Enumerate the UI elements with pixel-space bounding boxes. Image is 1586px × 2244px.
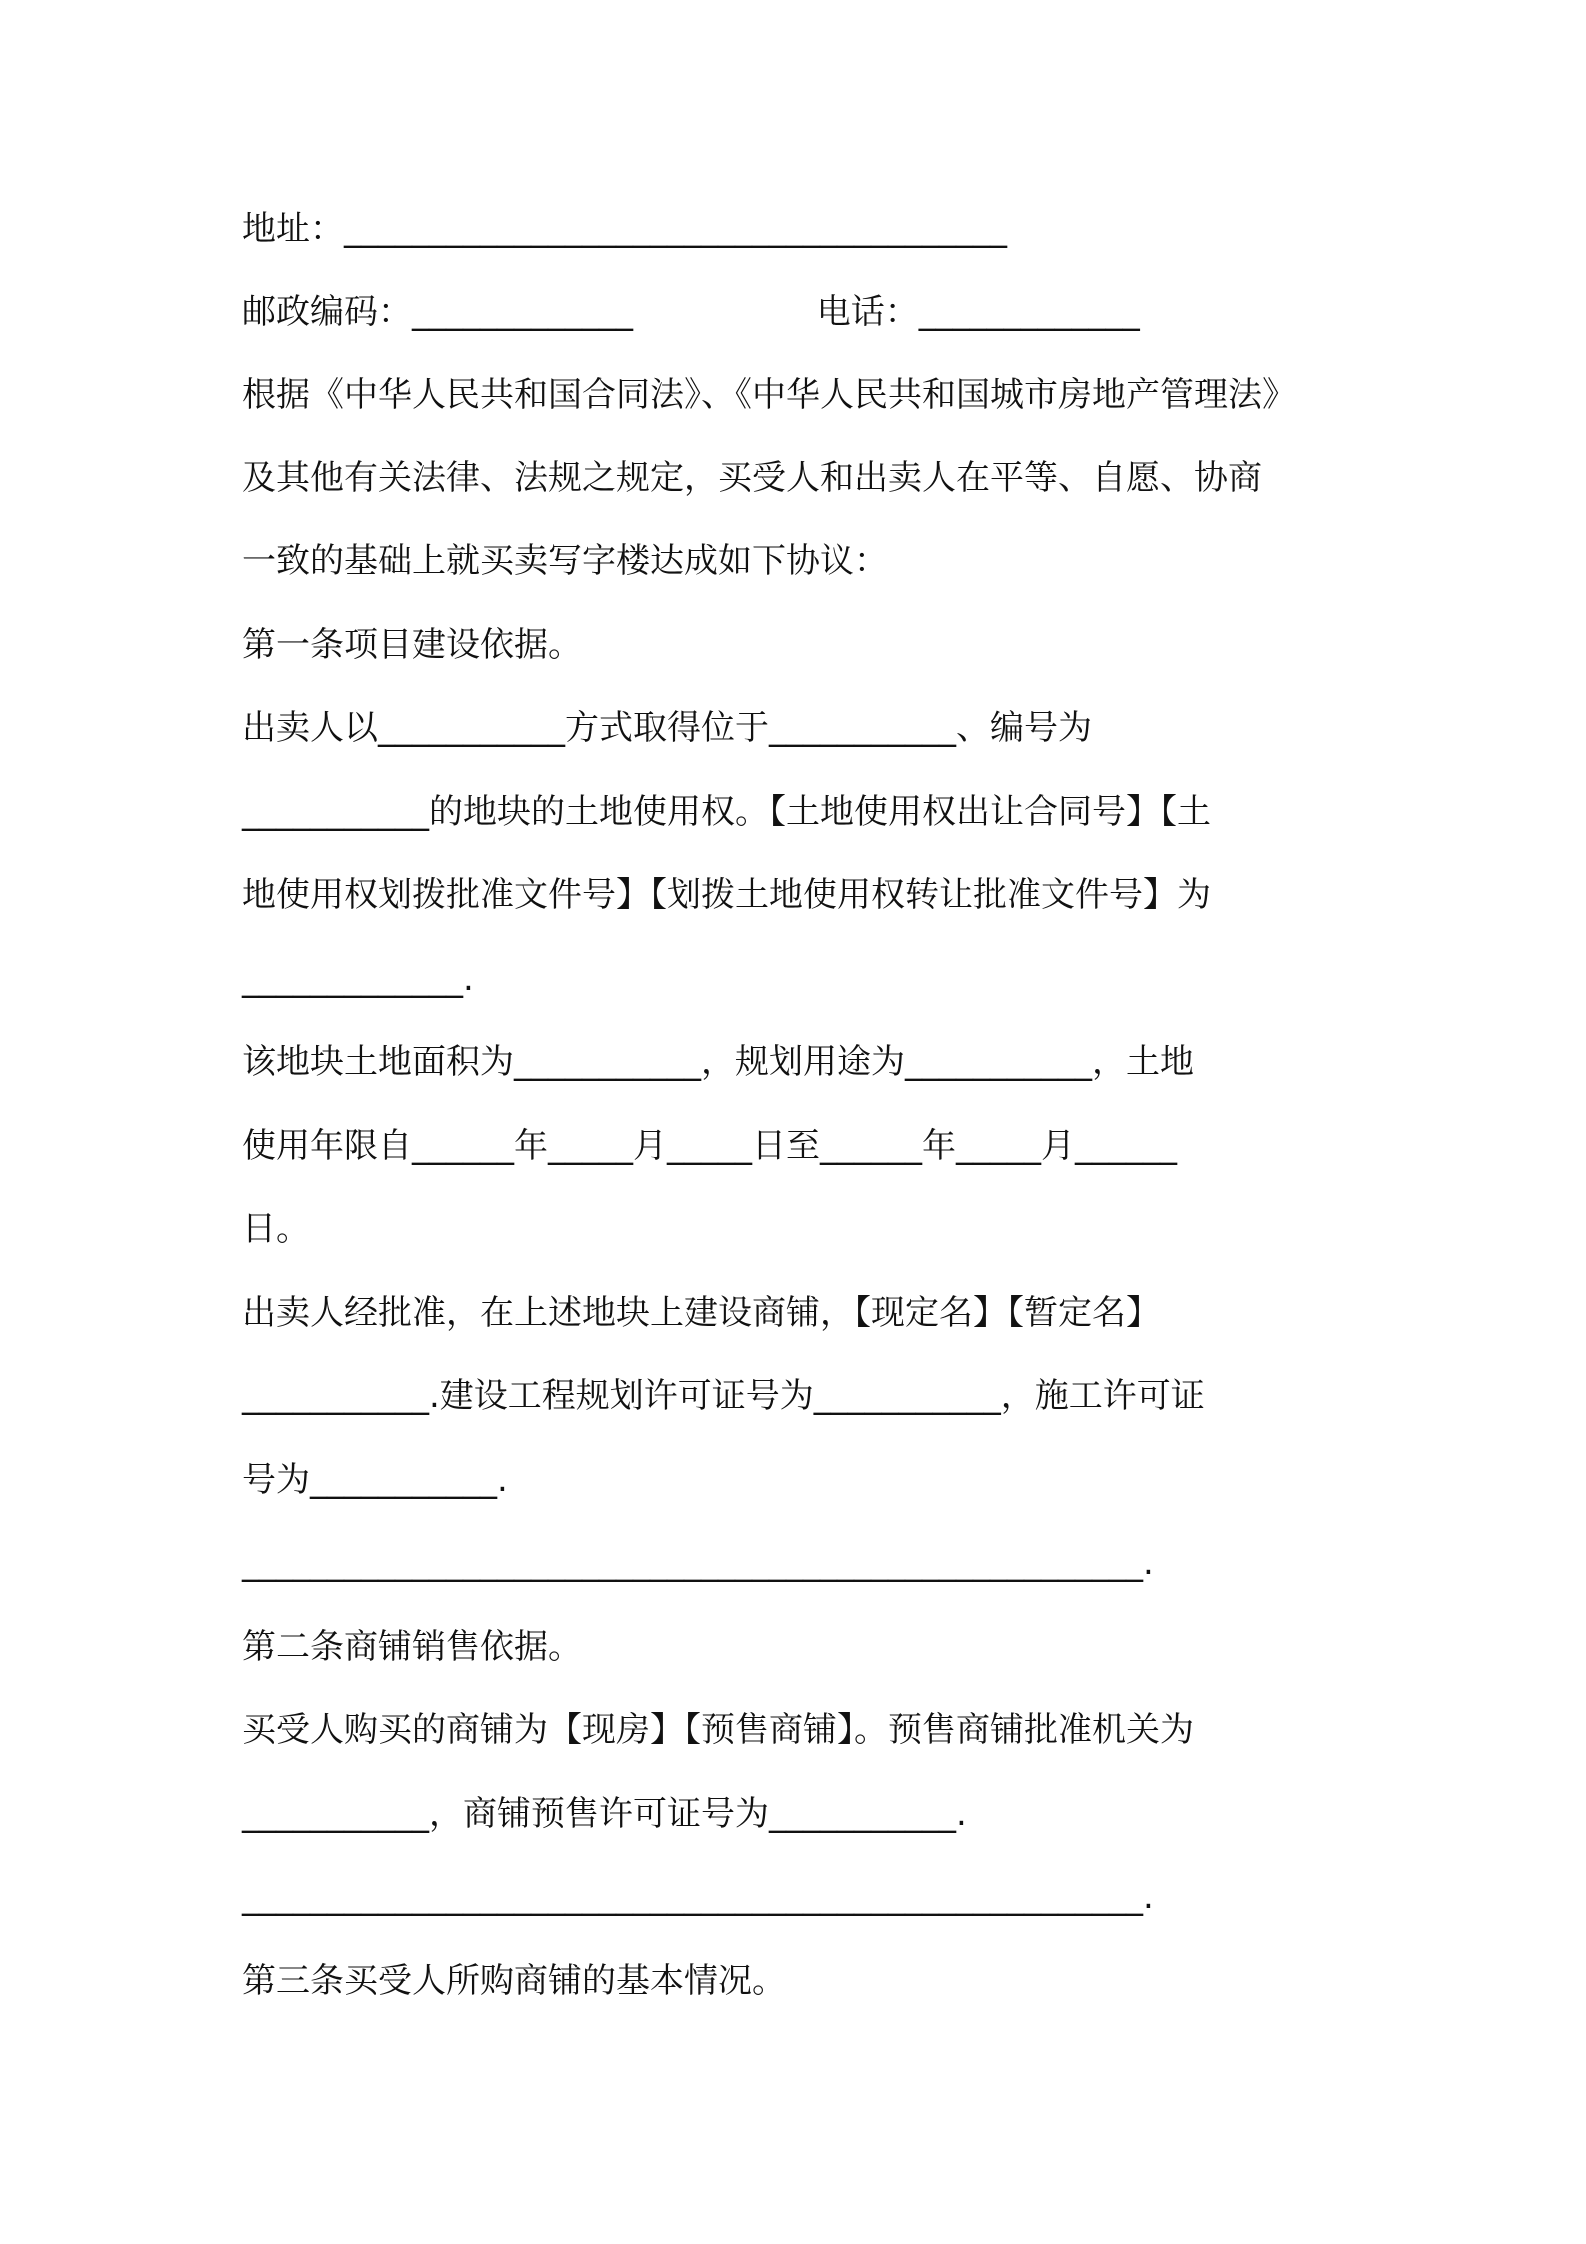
address-line: 地址：_______________________________________ (242, 209, 1007, 249)
postcode-phone-line: 邮政编码：_____________ 电话：_____________ (242, 292, 1140, 332)
paragraph-line: 号为___________. (242, 1460, 508, 1500)
paragraph-line: 及其他有关法律、法规之规定，买受人和出卖人在平等、自愿、协商 (242, 458, 1262, 498)
paragraph-line: _____________. (242, 959, 474, 999)
paragraph-line: 买受人购买的商铺为【现房】【预售商铺】。预售商铺批准机关为 (242, 1710, 1194, 1750)
paragraph-line: ___________的地块的土地使用权。【土地使用权出让合同号】【土 (242, 792, 1211, 832)
paragraph-line: 出卖人以___________方式取得位于___________、编号为 (242, 708, 1092, 748)
paragraph-line: 地使用权划拨批准文件号】【划拨土地使用权转让批准文件号】为 (242, 875, 1211, 915)
paragraph-line: 一致的基础上就买卖写字楼达成如下协议： (242, 541, 888, 581)
article-heading: 第一条项目建设依据。 (242, 625, 582, 665)
article-heading: 第二条商铺销售依据。 (242, 1627, 582, 1667)
paragraph-line: 根据《中华人民共和国合同法》、《中华人民共和国城市房地产管理法》 (242, 375, 1296, 415)
paragraph-line: 该地块土地面积为___________，规划用途为___________，土地 (242, 1042, 1194, 1082)
paragraph-line: ___________，商铺预售许可证号为___________. (242, 1794, 967, 1834)
paragraph-line: 日。 (242, 1209, 310, 1249)
paragraph-line: 使用年限自______年_____月_____日至______年_____月______ (242, 1126, 1177, 1166)
blank-fill-line: _____________________________________________________. (242, 1877, 1154, 1917)
blank-fill-line: _____________________________________________________. (242, 1543, 1154, 1583)
paragraph-line: 出卖人经批准，在上述地块上建设商铺，【现定名】【暂定名】 (242, 1293, 1160, 1333)
article-heading: 第三条买受人所购商铺的基本情况。 (242, 1961, 786, 2001)
paragraph-line: ___________.建设工程规划许可证号为___________，施工许可证 (242, 1376, 1205, 1416)
